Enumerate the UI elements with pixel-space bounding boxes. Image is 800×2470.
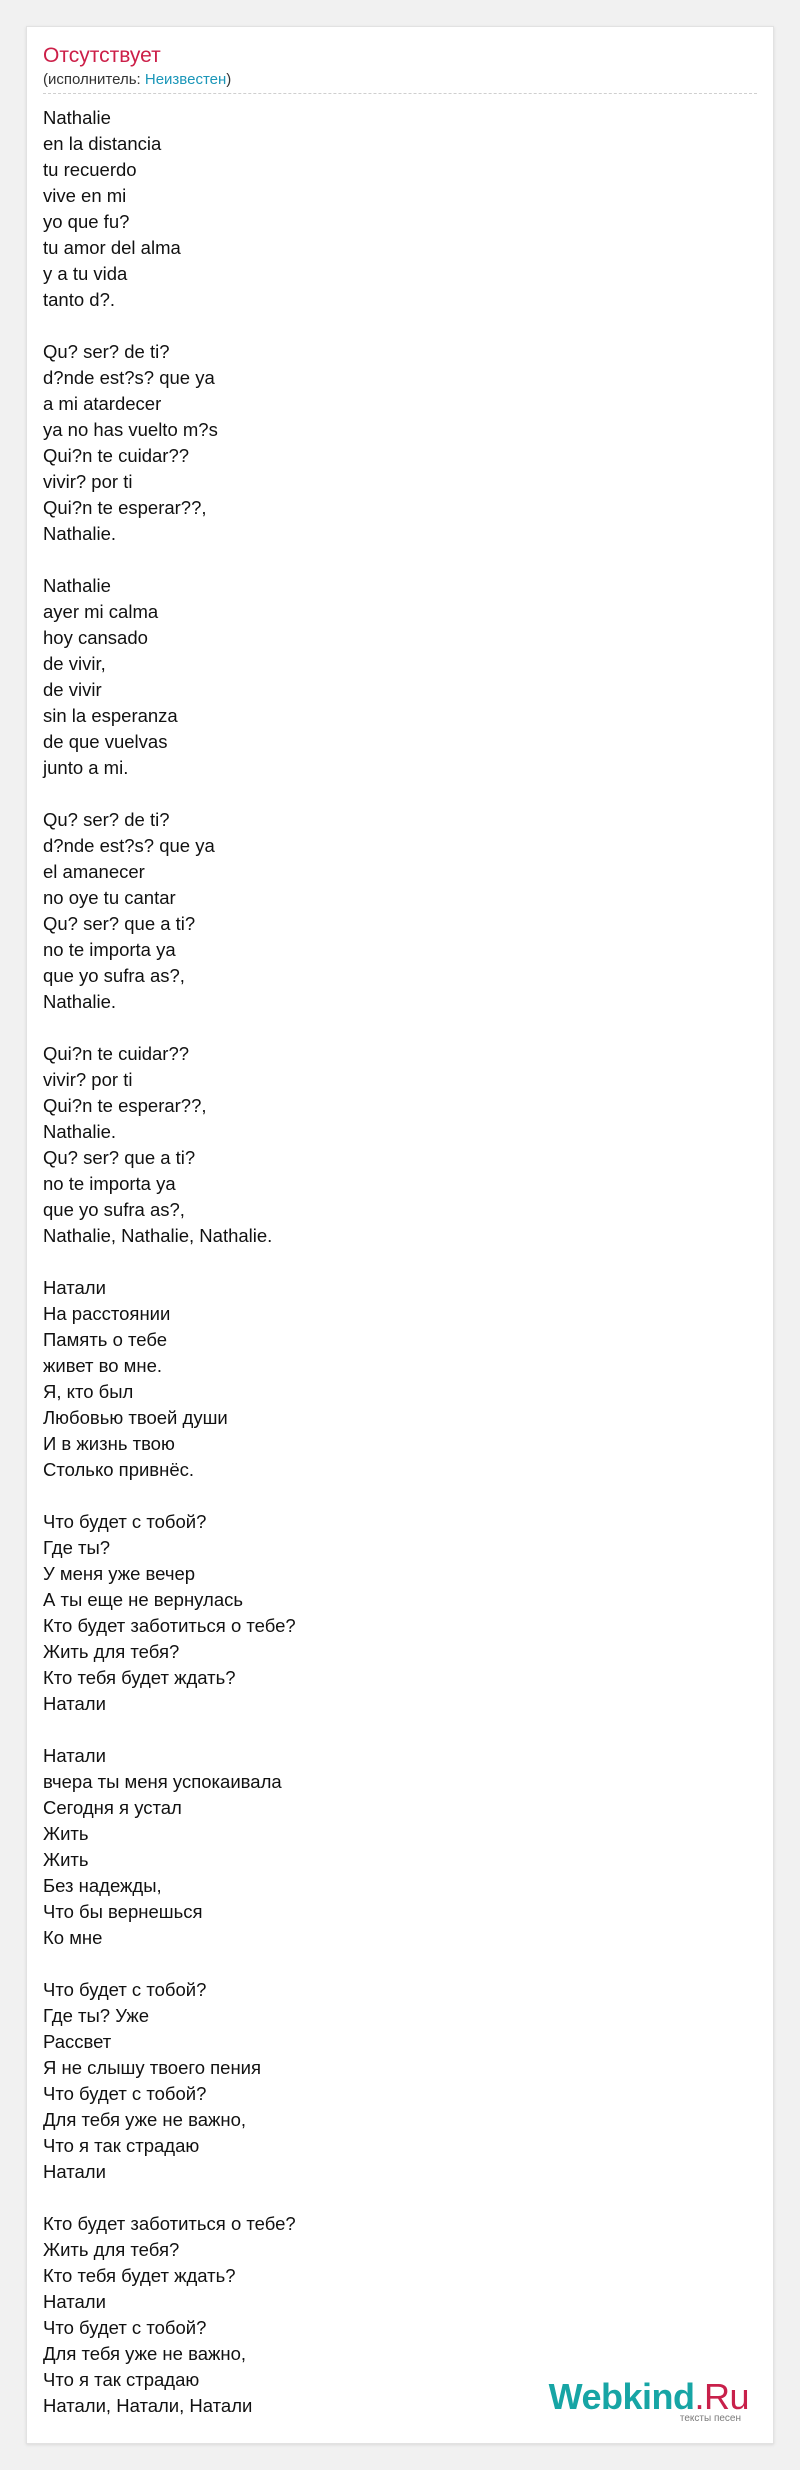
lyrics-line: Для тебя уже не важно, bbox=[43, 2343, 247, 2364]
lyrics-line: И в жизнь твою bbox=[43, 1433, 175, 1454]
logo-main-text: Webkind bbox=[548, 2376, 695, 2417]
lyrics-line: Без надежды, bbox=[43, 1875, 162, 1896]
lyrics-line: Что будет с тобой? bbox=[43, 2317, 207, 2338]
logo-wordmark bbox=[549, 2376, 749, 2417]
lyrics-line: Nathalie bbox=[43, 575, 111, 596]
lyrics-line: no te importa ya bbox=[43, 939, 176, 960]
lyrics-line: ya no has vuelto m?s bbox=[43, 419, 218, 440]
lyrics-line: Что я так страдаю bbox=[43, 2135, 200, 2156]
lyrics-line: Qui?n te cuidar?? bbox=[43, 1043, 190, 1064]
lyrics-line: Я не слышу твоего пения bbox=[43, 2057, 262, 2078]
lyrics-line: Натали bbox=[43, 1277, 106, 1298]
lyrics-line: vive en mi bbox=[43, 185, 127, 206]
logo-tagline: тексты песен bbox=[679, 2413, 741, 2424]
lyrics-line: Qui?n te esperar??, bbox=[43, 497, 207, 518]
lyrics-line: no te importa ya bbox=[43, 1173, 176, 1194]
webkind-logo[interactable] bbox=[548, 2376, 749, 2425]
lyrics-stanza bbox=[43, 573, 743, 781]
lyrics-line: vivir? por ti bbox=[43, 471, 133, 492]
lyrics-line: no oye tu cantar bbox=[43, 887, 176, 908]
lyrics-line: tu recuerdo bbox=[43, 159, 137, 180]
lyrics-line: Натали bbox=[43, 1693, 106, 1714]
lyrics-line: Где ты? bbox=[43, 1537, 111, 1558]
lyrics-line: Жить для тебя? bbox=[43, 1641, 180, 1662]
lyrics-line: que yo sufra as?, bbox=[43, 1199, 185, 1220]
lyrics-line: d?nde est?s? que ya bbox=[43, 835, 215, 856]
lyrics-line: Nathalie, Nathalie, Nathalie. bbox=[43, 1225, 273, 1246]
lyrics-stanza bbox=[43, 807, 743, 1015]
lyrics-line: de vivir bbox=[43, 679, 102, 700]
lyrics-line: Натали bbox=[43, 2291, 106, 2312]
artist-link[interactable]: Неизвестен bbox=[144, 71, 227, 88]
lyrics-line: живет во мне. bbox=[43, 1355, 163, 1376]
lyrics-line: Что будет с тобой? bbox=[43, 2083, 207, 2104]
lyrics-line: Где ты? Уже bbox=[43, 2005, 150, 2026]
lyrics-line: de que vuelvas bbox=[43, 731, 168, 752]
lyrics-stanza bbox=[43, 1977, 743, 2185]
lyrics-line: Кто будет заботиться о тебе? bbox=[43, 2213, 296, 2234]
lyrics-line: Натали bbox=[43, 1745, 106, 1766]
lyrics-line: Qu? ser? que a ti? bbox=[43, 913, 196, 934]
artist-suffix: ) bbox=[226, 71, 232, 88]
lyrics-line: А ты еще не вернулась bbox=[43, 1589, 243, 1610]
lyrics-card bbox=[26, 26, 774, 2444]
lyrics-line: Жить bbox=[43, 1823, 89, 1844]
lyrics-line: a mi atardecer bbox=[43, 393, 162, 414]
lyrics-line: hoy cansado bbox=[43, 627, 148, 648]
logo-suffix: .Ru bbox=[694, 2376, 749, 2417]
lyrics-line: Кто будет заботиться о тебе? bbox=[43, 1615, 296, 1636]
lyrics-line: Я, кто был bbox=[43, 1381, 134, 1402]
lyrics-line: Столько привнёс. bbox=[43, 1459, 195, 1480]
header-divider bbox=[43, 93, 757, 94]
lyrics-line: que yo sufra as?, bbox=[43, 965, 185, 986]
lyrics-line: Nathalie. bbox=[43, 1121, 117, 1142]
lyrics-line: Жить bbox=[43, 1849, 89, 1870]
lyrics-line: Жить для тебя? bbox=[43, 2239, 180, 2260]
lyrics-line: yo que fu? bbox=[43, 211, 130, 232]
lyrics-line: Qu? ser? de ti? bbox=[43, 809, 170, 830]
lyrics-line: Сегодня я устал bbox=[43, 1797, 182, 1818]
lyrics-line: Qui?n te esperar??, bbox=[43, 1095, 207, 1116]
lyrics-line: sin la esperanza bbox=[43, 705, 178, 726]
lyrics-stanza bbox=[43, 339, 743, 547]
lyrics-line: ayer mi calma bbox=[43, 601, 159, 622]
lyrics-line: junto a mi. bbox=[43, 757, 129, 778]
lyrics-line: Nathalie. bbox=[43, 991, 117, 1012]
lyrics-line: У меня уже вечер bbox=[43, 1563, 196, 1584]
lyrics-line: de vivir, bbox=[43, 653, 106, 674]
lyrics-line: Натали, Натали, Натали bbox=[43, 2395, 253, 2416]
lyrics-line: Qu? ser? de ti? bbox=[43, 341, 170, 362]
lyrics-line: el amanecer bbox=[43, 861, 145, 882]
lyrics-stanza bbox=[43, 1509, 743, 1717]
lyrics-line: Qu? ser? que a ti? bbox=[43, 1147, 196, 1168]
lyrics-line: Рассвет bbox=[43, 2031, 112, 2052]
lyrics-line: y a tu vida bbox=[43, 263, 128, 284]
lyrics-line: Память о тебе bbox=[43, 1329, 168, 1350]
lyrics-line: Любовью твоей души bbox=[43, 1407, 228, 1428]
lyrics-stanza bbox=[43, 1041, 743, 1249]
lyrics-line: Qui?n te cuidar?? bbox=[43, 445, 190, 466]
lyrics-line: tanto d?. bbox=[43, 289, 116, 310]
lyrics-line: Что будет с тобой? bbox=[43, 1511, 207, 1532]
lyrics-line: Кто тебя будет ждать? bbox=[43, 2265, 236, 2286]
lyrics-line: Что я так страдаю bbox=[43, 2369, 200, 2390]
lyrics-line: Что бы вернешься bbox=[43, 1901, 203, 1922]
lyrics-line: Кто тебя будет ждать? bbox=[43, 1667, 236, 1688]
lyrics-line: Для тебя уже не важно, bbox=[43, 2109, 247, 2130]
lyrics-line: en la distancia bbox=[43, 133, 162, 154]
artist-line bbox=[43, 71, 231, 89]
lyrics-stanza bbox=[43, 105, 743, 313]
song-title: Отсутствует bbox=[43, 44, 161, 67]
lyrics-line: tu amor del alma bbox=[43, 237, 181, 258]
lyrics-stanza bbox=[43, 1743, 743, 1951]
lyrics-line: Nathalie. bbox=[43, 523, 117, 544]
lyrics-line: vivir? por ti bbox=[43, 1069, 133, 1090]
lyrics-line: Что будет с тобой? bbox=[43, 1979, 207, 2000]
lyrics-line: Натали bbox=[43, 2161, 106, 2182]
lyrics-line: Nathalie bbox=[43, 107, 111, 128]
lyrics-line: вчера ты меня успокаивала bbox=[43, 1771, 282, 1792]
lyrics-stanza bbox=[43, 1275, 743, 1483]
lyrics-line: Ко мне bbox=[43, 1927, 103, 1948]
lyrics-line: На расстоянии bbox=[43, 1303, 171, 1324]
lyrics-line: d?nde est?s? que ya bbox=[43, 367, 215, 388]
lyrics-text bbox=[43, 105, 743, 2445]
artist-prefix: (исполнитель: bbox=[43, 71, 145, 88]
